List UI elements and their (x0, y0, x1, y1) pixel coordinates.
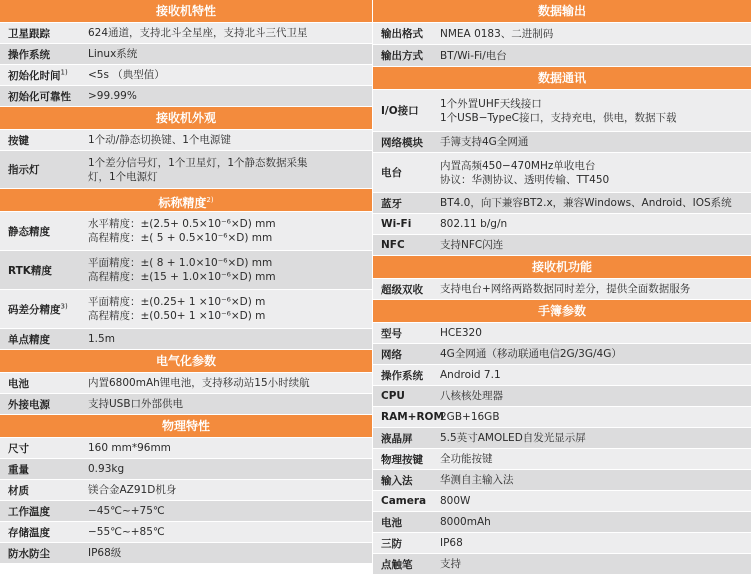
section-header (0, 189, 372, 212)
spec-label: 静态精度 (8, 225, 50, 238)
spec-value (440, 97, 751, 125)
spec-label: 初始化可靠性 (8, 90, 71, 103)
spec-value (440, 557, 751, 571)
spec-value-line: BT/Wi-Fi/电台 (440, 49, 507, 62)
spec-row (373, 344, 751, 365)
spec-row (0, 522, 372, 543)
spec-value (440, 217, 751, 231)
spec-value (88, 504, 372, 518)
spec-label: 型号 (381, 327, 402, 340)
spec-row (373, 491, 751, 512)
spec-value (440, 238, 751, 252)
spec-label: 物理按键 (381, 453, 423, 466)
spec-value-line: >99.99% (88, 90, 137, 102)
spec-value (88, 376, 372, 390)
spec-value (440, 431, 751, 445)
section-title: 接收机特性 (155, 4, 216, 18)
spec-label: 网络 (381, 348, 402, 361)
spec-label: 卫星跟踪 (8, 27, 50, 40)
spec-value (440, 196, 751, 210)
spec-row (0, 65, 372, 86)
footnote-mark: 3) (60, 302, 68, 310)
section-header (0, 0, 372, 23)
spec-value (88, 133, 372, 147)
spec-value (440, 494, 751, 508)
spec-row (373, 235, 751, 256)
spec-value-line: 2GB+16GB (440, 411, 500, 423)
spec-label: 外接电源 (8, 398, 50, 411)
section-header (0, 107, 372, 130)
spec-label: 网络模块 (381, 136, 423, 149)
spec-row (373, 512, 751, 533)
spec-value (440, 515, 751, 529)
spec-value (440, 159, 751, 187)
section-title: 数据通讯 (537, 71, 586, 85)
spec-row (0, 130, 372, 151)
spec-row (0, 151, 372, 189)
footnote-mark: 1) (60, 68, 68, 76)
spec-value (88, 546, 372, 560)
spec-value-line: 1.5m (88, 333, 115, 345)
spec-row (373, 90, 751, 132)
section-title: 电气化参数 (155, 354, 216, 368)
section-header (373, 0, 751, 23)
spec-label: 尺寸 (8, 442, 29, 455)
spec-row (0, 251, 372, 290)
spec-row (373, 449, 751, 470)
spec-row (0, 543, 372, 564)
spec-value-line: 支持NFC闪连 (440, 239, 504, 251)
spec-row (373, 533, 751, 554)
spec-row (373, 386, 751, 407)
spec-value-line: 协议：华测协议、透明传输、TT450 (440, 173, 610, 186)
spec-row (0, 438, 372, 459)
spec-value-line: 1个外置UHF天线接口 (440, 97, 542, 110)
spec-value (88, 483, 372, 497)
spec-value (440, 282, 751, 296)
spec-value-line: 镁合金AZ91D机身 (88, 484, 177, 496)
spec-label: 电台 (381, 167, 402, 179)
spec-value-line: 0.93kg (88, 463, 125, 475)
spec-value (440, 135, 751, 149)
spec-value (440, 326, 751, 340)
spec-row (373, 45, 751, 67)
spec-label: 输出方式 (381, 50, 423, 62)
section-title: 物理特性 (161, 419, 210, 433)
section-title: 接收机外观 (155, 111, 216, 125)
spec-label: 指示灯 (8, 164, 40, 176)
spec-value-line: 水平精度：±(2.5+ 0.5×10⁻⁶×D) mm (88, 218, 276, 230)
spec-value-line: 华测自主输入法 (440, 474, 514, 486)
spec-value-line: 平面精度：±(0.25+ 1 ×10⁻⁶×D) m (88, 296, 266, 308)
spec-label: 初始化时间$^{1)}$ (8, 68, 68, 82)
spec-value-line: Linux系统 (88, 48, 138, 60)
section-title: 接收机功能 (531, 260, 592, 274)
spec-label: CPU (381, 390, 405, 402)
spec-label: I/O接口 (381, 105, 419, 117)
spec-value-line: 内置6800mAh锂电池，支持移动站15小时续航 (88, 377, 310, 389)
section-header (373, 300, 751, 323)
spec-row (373, 214, 751, 235)
spec-section (0, 189, 372, 350)
spec-value (88, 332, 372, 346)
spec-value-line: 高程精度：±(0.50+ 1 ×10⁻⁶×D) m (88, 310, 266, 322)
spec-value-line: <5s （典型值） (88, 69, 165, 81)
section-header (0, 415, 372, 438)
spec-value (88, 68, 372, 82)
spec-label: 防水防尘 (8, 547, 50, 560)
spec-label: 蓝牙 (381, 197, 402, 210)
spec-value-line: 高程精度：±( 5 + 0.5×10⁻⁶×D) mm (88, 232, 273, 244)
spec-value (440, 410, 751, 424)
spec-value-line: 624通道，支持北斗全星座，支持北斗三代卫星 (88, 27, 308, 39)
spec-value (440, 473, 751, 487)
spec-value-line: −55℃~+85℃ (88, 526, 165, 538)
spec-label: 输入法 (381, 474, 413, 487)
spec-row (0, 86, 372, 107)
spec-value (88, 89, 372, 103)
spec-value (440, 347, 751, 361)
spec-value-line: 1个USB−TypeC接口，支持充电，供电，数据下载 (440, 111, 677, 124)
spec-value-line: Android 7.1 (440, 369, 501, 381)
section-header (0, 350, 372, 373)
spec-label: RTK精度 (8, 264, 52, 277)
spec-value-line: 内置高频450−470MHz单收电台 (440, 159, 596, 172)
spec-row (0, 212, 372, 251)
spec-value (440, 368, 751, 382)
spec-value-line: 1个差分信号灯，1个卫星灯，1个静态数据采集 (88, 156, 308, 169)
spec-label: 电池 (381, 516, 402, 529)
spec-row (373, 279, 751, 300)
spec-label: RAM+ROM (381, 411, 444, 423)
spec-value-line: 1个动/静态切换键、1个电源键 (88, 134, 231, 146)
spec-value-line: 全功能按键 (440, 453, 493, 465)
spec-row (0, 290, 372, 329)
footnote-mark: 2) (206, 196, 214, 204)
spec-value-line: IP68级 (88, 547, 122, 559)
spec-value-line: 八核核处理器 (440, 390, 503, 402)
spec-value (440, 27, 751, 41)
spec-value-line: 8000mAh (440, 516, 491, 528)
spec-value-line: 支持 (440, 558, 461, 570)
spec-value-line: −45℃~+75℃ (88, 505, 165, 517)
spec-value-line: 802.11 b/g/n (440, 218, 508, 230)
spec-row (0, 480, 372, 501)
spec-value-line: 支持电台+网络两路数据同时差分，提供全面数据服务 (440, 283, 691, 295)
spec-label: 液晶屏 (381, 432, 413, 445)
spec-section (373, 256, 751, 300)
spec-label: 单点精度 (8, 333, 50, 346)
spec-row (0, 23, 372, 44)
spec-value (440, 389, 751, 403)
spec-value (88, 26, 372, 40)
spec-section (0, 107, 372, 189)
spec-value-line: 4G全网通（移动联通电信2G/3G/4G） (440, 348, 622, 360)
spec-value-line: 800W (440, 495, 471, 507)
spec-value (88, 256, 372, 284)
spec-label: 三防 (381, 537, 402, 550)
spec-value (88, 47, 372, 61)
spec-row (373, 428, 751, 449)
spec-value-line: 支持USB口外部供电 (88, 398, 184, 410)
section-title: 标称精度 (158, 196, 207, 210)
spec-row (373, 153, 751, 193)
spec-value-line: 5.5英寸AMOLED自发光显示屏 (440, 432, 586, 444)
section-header (373, 67, 751, 90)
section-header (373, 256, 751, 279)
spec-row (373, 554, 751, 575)
spec-label: 操作系统 (381, 369, 423, 382)
spec-section (0, 0, 372, 107)
spec-label: 重量 (8, 463, 29, 476)
spec-value-line: HCE320 (440, 327, 482, 339)
spec-label: 存储温度 (8, 526, 50, 539)
spec-value (88, 525, 372, 539)
spec-value (88, 156, 372, 184)
spec-section (0, 350, 372, 415)
spec-label: 点触笔 (381, 558, 413, 571)
spec-section (373, 67, 751, 256)
spec-row (0, 44, 372, 65)
spec-value-line: 灯，1个电源灯 (88, 170, 158, 183)
spec-label: NFC (381, 239, 405, 251)
spec-value (440, 49, 751, 63)
left-spec-column (0, 0, 372, 564)
section-title: 手簿参数 (537, 304, 586, 318)
spec-value (88, 462, 372, 476)
spec-value (88, 295, 372, 323)
spec-row (373, 193, 751, 214)
spec-label: 按键 (8, 134, 29, 147)
spec-label: Camera (381, 495, 427, 507)
spec-value-line: 平面精度：±( 8 + 1.0×10⁻⁶×D) mm (88, 257, 273, 269)
spec-label: 操作系统 (8, 48, 50, 61)
spec-label: 输出格式 (381, 28, 423, 40)
spec-row (373, 470, 751, 491)
spec-value-line: 手簿支持4G全网通 (440, 136, 529, 148)
spec-row (373, 323, 751, 344)
right-spec-column (373, 0, 751, 575)
spec-value (440, 452, 751, 466)
spec-row (0, 373, 372, 394)
spec-row (0, 394, 372, 415)
spec-value-line: NMEA 0183、二进制码 (440, 27, 554, 40)
spec-label: 超级双收 (381, 283, 423, 296)
spec-row (373, 23, 751, 45)
spec-row (0, 501, 372, 522)
spec-value-line: BT4.0，向下兼容BT2.x，兼容Windows、Android、IOS系统 (440, 197, 732, 209)
spec-row (0, 459, 372, 480)
spec-label: 码差分精度$^{3)}$ (8, 302, 68, 316)
spec-value-line: 高程精度：±(15 + 1.0×10⁻⁶×D) mm (88, 271, 276, 283)
spec-label: 工作温度 (8, 505, 50, 518)
spec-value (88, 217, 372, 245)
spec-value (440, 536, 751, 550)
spec-value-line: IP68 (440, 537, 463, 549)
spec-value-line: 160 mm*96mm (88, 442, 171, 454)
spec-label: Wi-Fi (381, 218, 412, 230)
spec-value (88, 397, 372, 411)
spec-section (373, 0, 751, 67)
spec-section (373, 300, 751, 575)
spec-row (373, 365, 751, 386)
section-title: 数据输出 (537, 4, 586, 18)
spec-row (0, 329, 372, 350)
spec-section (0, 415, 372, 564)
spec-label: 电池 (8, 377, 29, 390)
spec-label: 材质 (8, 484, 29, 497)
spec-row (373, 132, 751, 153)
spec-row (373, 407, 751, 428)
spec-value (88, 441, 372, 455)
